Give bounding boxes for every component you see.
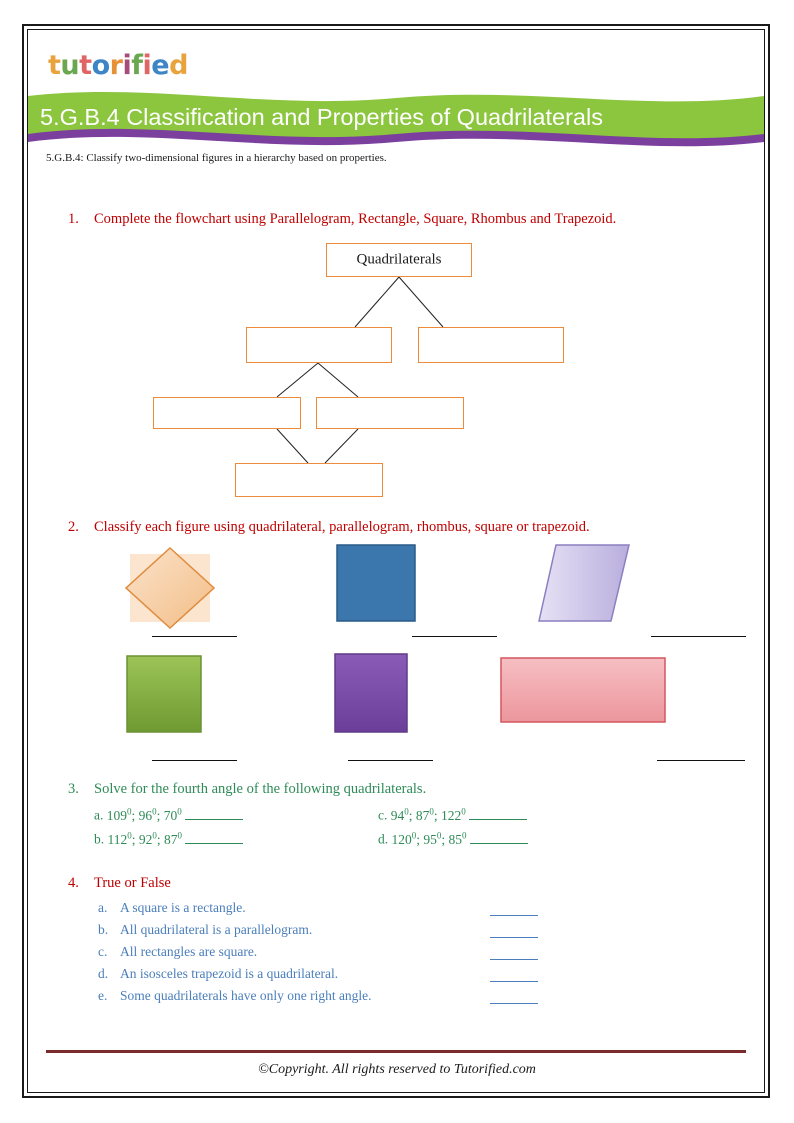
q2-answer-line-1[interactable]: [152, 636, 237, 637]
q4-item-a-label: a.: [98, 900, 108, 915]
q3-item-d-answer-line[interactable]: [470, 831, 528, 844]
flowchart-blank-box-3[interactable]: [153, 397, 301, 429]
q4-item-b-label: b.: [98, 922, 109, 937]
q1-text: Complete the flowchart using Parallelogram, Rectangle, Square, Rhombus and Trapezoid.: [94, 211, 617, 227]
q3-item-c-label: c.: [378, 807, 388, 823]
q4-item-a-text: A square is a rectangle.: [120, 900, 246, 915]
q4-item-e-text: Some quadrilaterals have only one right angle.: [120, 988, 372, 1003]
figure-square-blue: [336, 544, 416, 622]
q4-text: True or False: [94, 875, 171, 891]
q3-item-d: [378, 830, 528, 848]
q4-item-c-label: c.: [98, 944, 108, 959]
q3-item-a-value: $109^0$; $96^0$; $70^0$: [106, 806, 182, 823]
q3-item-a-answer-line[interactable]: [185, 807, 243, 820]
q2-answer-line-5[interactable]: [348, 760, 433, 761]
q3-item-c-answer-line[interactable]: [469, 807, 527, 820]
footer-copyright: ©Copyright. All rights reserved to Tutorified.com: [258, 1062, 536, 1077]
q3-item-a: [94, 806, 243, 824]
q2-answer-line-3[interactable]: [651, 636, 746, 637]
figure-rhombus: [124, 544, 216, 632]
figure-parallelogram-purple: [538, 544, 630, 622]
q3-item-b-value: $112^0$; $92^0$; $87^0$: [107, 830, 183, 847]
q2-text: Classify each figure using quadrilateral, parallelogram, rhombus, square or trapezoid.: [94, 519, 590, 535]
figure-square-violet: [334, 653, 414, 735]
flowchart-root-box: [326, 243, 472, 277]
q2-number: 2.: [68, 519, 79, 535]
figure-square-green: [126, 655, 206, 735]
q4-answer-line-c[interactable]: [490, 959, 538, 960]
q4-item-d-label: d.: [98, 966, 109, 981]
q3-item-a-label: a.: [94, 807, 104, 823]
q4-answer-line-d[interactable]: [490, 981, 538, 982]
q3-item-b-answer-line[interactable]: [185, 831, 243, 844]
title-banner: [28, 86, 764, 148]
q3-item-c: [378, 806, 527, 824]
q4-number: 4.: [68, 875, 79, 891]
figure-rectangle-pink: [500, 657, 668, 725]
footer-divider: [46, 1050, 746, 1053]
q2-answer-line-6[interactable]: [657, 760, 745, 761]
q4-item-b-text: All quadrilateral is a parallelogram.: [120, 922, 313, 937]
flowchart-blank-box-1[interactable]: [246, 327, 392, 363]
flowchart-blank-box-5[interactable]: [235, 463, 383, 497]
flowchart-blank-box-2[interactable]: [418, 327, 564, 363]
q4-answer-line-b[interactable]: [490, 937, 538, 938]
q3-number: 3.: [68, 781, 79, 797]
q4-item-e-label: e.: [98, 988, 108, 1003]
q3-text: Solve for the fourth angle of the following quadrilaterals.: [94, 781, 427, 797]
standard-description: 5.G.B.4: Classify two-dimensional figures in a hierarchy based on properties.: [46, 152, 387, 164]
q4-item-d-text: An isosceles trapezoid is a quadrilateral.: [120, 966, 339, 981]
q3-item-b-label: b.: [94, 831, 105, 847]
q4-answer-line-a[interactable]: [490, 915, 538, 916]
flowchart-root-label: Quadrilaterals: [356, 251, 442, 268]
q4-item-c-text: All rectangles are square.: [120, 944, 258, 959]
q2-answer-line-2[interactable]: [412, 636, 497, 637]
q1-number: 1.: [68, 211, 79, 227]
flowchart-blank-box-4[interactable]: [316, 397, 464, 429]
q3-item-d-label: d.: [378, 831, 389, 847]
q2-answer-line-4[interactable]: [152, 760, 237, 761]
tutorified-logo: tutorified: [48, 50, 188, 81]
q3-item-b: [94, 830, 243, 848]
q4-answer-line-e[interactable]: [490, 1003, 538, 1004]
q3-item-d-value: $120^0$; $95^0$; $85^0$: [391, 830, 467, 847]
page-title: 5.G.B.4 Classification and Properties of Quadrilaterals: [40, 104, 603, 130]
q3-item-c-value: $94^0$; $87^0$; $122^0$: [390, 806, 466, 823]
